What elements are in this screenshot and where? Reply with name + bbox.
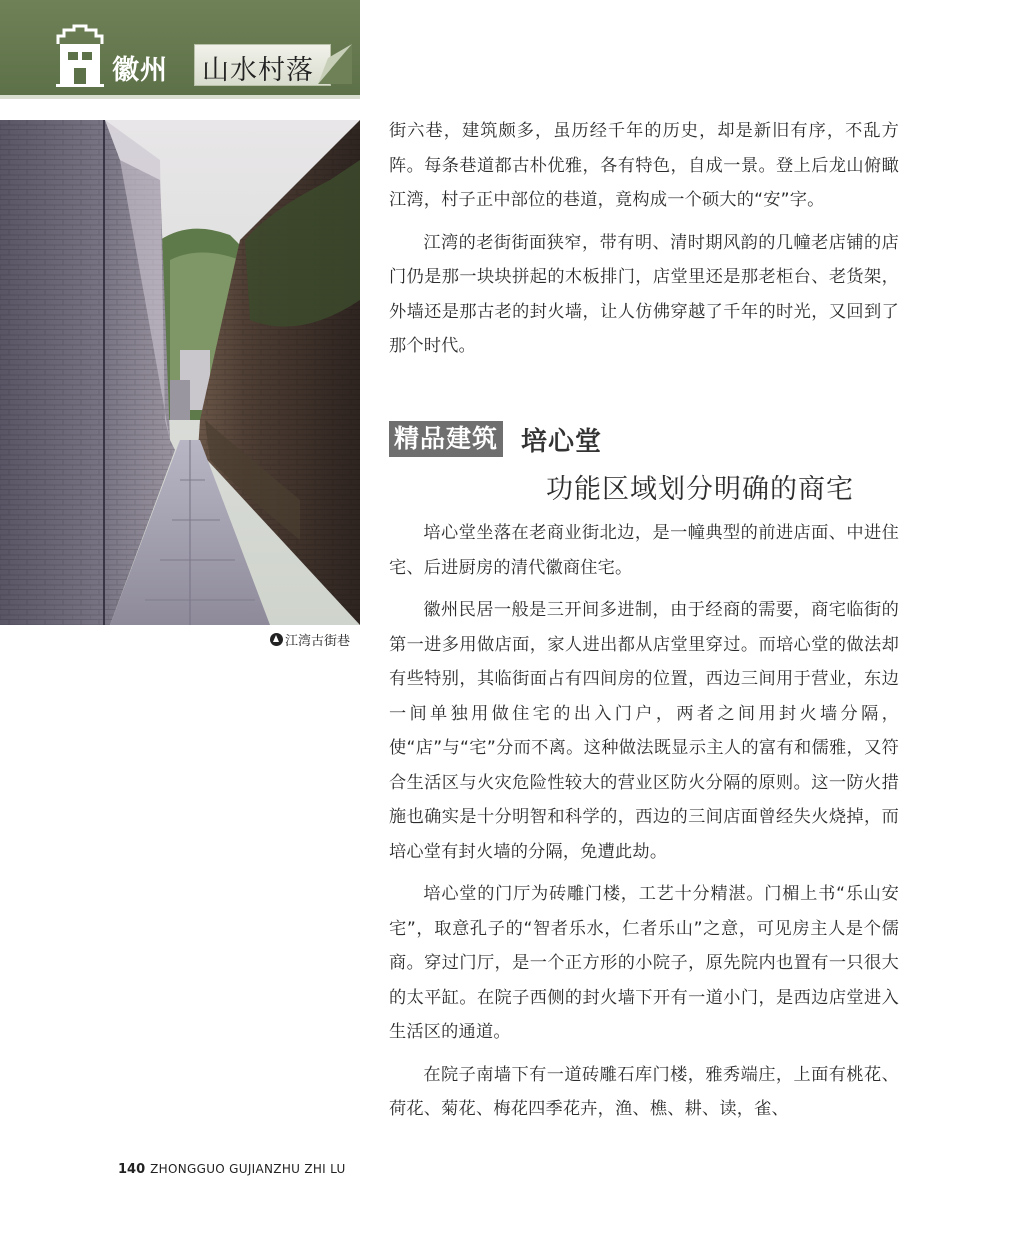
body-paragraph: 培心堂坐落在老商业街北边，是一幢典型的前进店面、中进住宅、后进厨房的清代徽商住宅。 (389, 523, 899, 578)
intro-paragraph: 街六巷，建筑颇多，虽历经千年的历史，却是新旧有序，不乱方阵。每条巷道都古朴优雅，各有特色，自成一景。登上后龙山俯瞰江湾，村子正中部位的巷道，竟构成一个硕大的“安”字。 (389, 121, 899, 210)
page-fold-icon (318, 44, 352, 84)
section-subtitle: 功能区域划分明确的商宅 (546, 474, 854, 505)
intro-text (389, 114, 899, 364)
header-title-main: 徽州 (112, 55, 168, 86)
body-paragraph: 徽州民居一般是三开间多进制，由于经商的需要，商宅临街的第一进多用做店面，家人进出都从店堂里穿过。而培心堂的做法却有些特别，其临街面占有四间房的位置，西边三间用于营业，东边一间单独用做住宅的出入门户，两者之间用封火墙分隔，使“店”与“宅”分而不离。这种做法既显示主人的富有和儒雅，又符合生活区与火灾危险性较大的营业区防火分隔的原则。这一防火措施也确实是十分明智和科学的，西边的三间店面曾经失火烧掉，而培心堂有封火墙的分隔，免遭此劫。 (389, 600, 899, 862)
body-paragraph: 培心堂的门厅为砖雕门楼，工艺十分精湛。门楣上书“乐山安宅”，取意孔子的“智者乐水，仁者乐山”之意，可见房主人是个儒商。穿过门厅，是一个正方形的小院子，原先院内也置有一只很大的太平缸。在院子西侧的封火墙下开有一道小门，是西边店堂进入生活区的通道。 (389, 884, 899, 1042)
header-title-sub: 山水村落 (202, 55, 314, 86)
section-name: 培心堂 (521, 426, 603, 457)
alley-photo (0, 120, 360, 625)
running-title: ZHONGGUO GUJIANZHU ZHI LU (150, 1162, 346, 1176)
huizhou-house-logo-icon (52, 24, 108, 90)
page-footer (118, 1162, 346, 1177)
section-tag: 精品建筑 (389, 421, 503, 457)
section-heading (389, 419, 602, 459)
header-stripe (0, 95, 360, 99)
photo-caption (270, 630, 350, 649)
page-number: 140 (118, 1162, 146, 1177)
body-paragraph: 在院子南墙下有一道砖雕石库门楼，雅秀端庄，上面有桃花、荷花、菊花、梅花四季花卉，渔、樵、耕、读，雀、 (389, 1064, 899, 1119)
body-text (389, 516, 899, 1127)
intro-paragraph: 江湾的老街街面狭窄，带有明、清时期风韵的几幢老店铺的店门仍是那一块块拼起的木板排门，店堂里还是那老柜台、老货架，外墙还是那古老的封火墙，让人仿佛穿越了千年的时光，又回到了那个时代。 (389, 232, 899, 356)
photo-caption-text: 江湾古街巷 (285, 634, 351, 649)
caption-marker-icon (270, 633, 283, 646)
